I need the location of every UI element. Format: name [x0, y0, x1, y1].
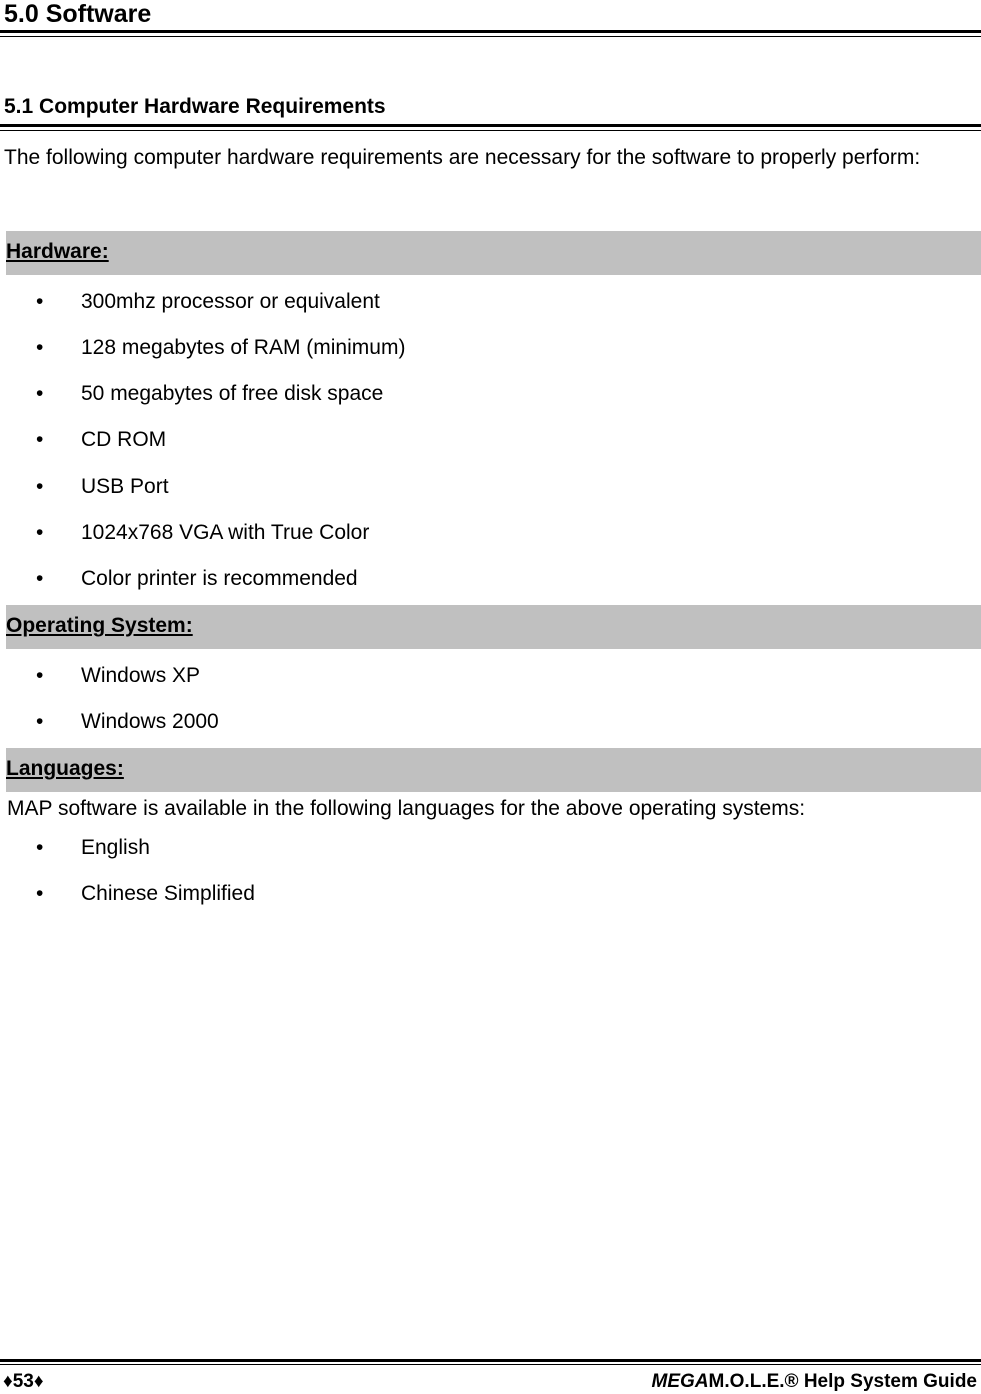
- bullet-icon: •: [36, 475, 44, 498]
- subsection-title-rule: [0, 124, 981, 131]
- footer-guide-title: MEGAM.O.L.E.® Help System Guide: [651, 1371, 977, 1392]
- page-number: ♦53♦: [3, 1371, 44, 1392]
- section-title-rule: [0, 30, 981, 37]
- languages-heading-band: [6, 748, 981, 792]
- languages-heading: Languages:: [6, 757, 124, 780]
- bullet-icon: •: [36, 710, 44, 733]
- bullet-icon: •: [36, 836, 44, 859]
- bullet-icon: •: [36, 882, 44, 905]
- os-heading-band: [6, 605, 981, 649]
- bullet-icon: •: [36, 567, 44, 590]
- bullet-icon: •: [36, 336, 44, 359]
- languages-note: MAP software is available in the following languages for the above operating systems:: [7, 797, 806, 820]
- intro-paragraph: The following computer hardware requirements are necessary for the software to properly perform:: [4, 146, 921, 169]
- bullet-icon: •: [36, 428, 44, 451]
- footer-rule: [0, 1359, 981, 1365]
- section-title: 5.0 Software: [4, 0, 152, 28]
- hardware-heading: Hardware:: [6, 240, 109, 263]
- os-heading: Operating System:: [6, 614, 193, 637]
- bullet-icon: •: [36, 664, 44, 687]
- subsection-title: 5.1 Computer Hardware Requirements: [4, 95, 386, 118]
- hardware-heading-band: [6, 231, 981, 275]
- bullet-icon: •: [36, 382, 44, 405]
- bullet-icon: •: [36, 290, 44, 313]
- bullet-icon: •: [36, 521, 44, 544]
